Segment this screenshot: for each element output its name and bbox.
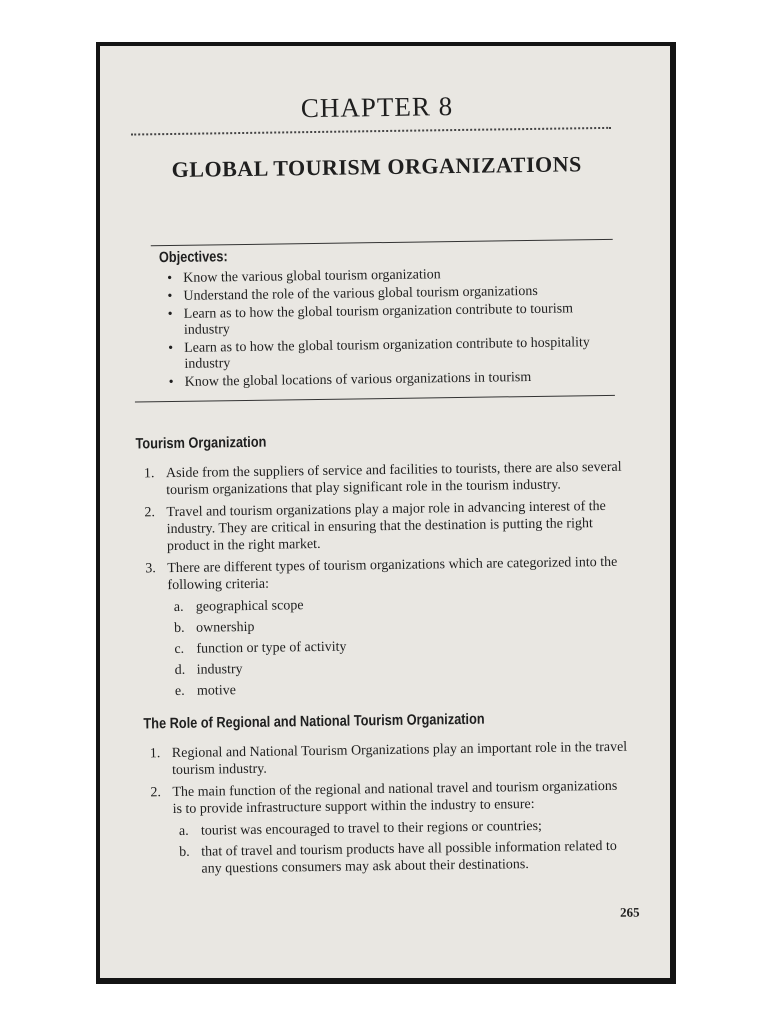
function-item: b. that of travel and tourism products have all possible information related to any questions consumers may ask about their destinations. bbox=[179, 838, 617, 877]
criteria-item: c. function or type of activity bbox=[174, 639, 347, 657]
list-item: 1. Regional and National Tourism Organizations play an important role in the travel tourism industry. bbox=[149, 739, 628, 779]
objectives-heading: Objectives: bbox=[158, 248, 228, 267]
objective-item: • Learn as to how the global tourism organization contribute to tourism industry bbox=[167, 301, 574, 338]
regional-role-heading: The Role of Regional and National Tourism Organization bbox=[143, 710, 485, 733]
page-content bbox=[100, 46, 670, 978]
criteria-item: a. geographical scope bbox=[173, 598, 304, 616]
objective-item: • Know the global locations of various organizations in tourism bbox=[168, 369, 532, 391]
page-number: 265 bbox=[620, 904, 640, 920]
objective-item: • Know the various global tourism organization bbox=[167, 267, 441, 287]
list-item: 2. Travel and tourism organizations play a major role in advancing interest of the industry. They are critical in ensuring that the destination is putting the right product in the right market. bbox=[144, 498, 606, 555]
bullet-icon: • bbox=[167, 306, 173, 323]
chapter-title: GLOBAL TOURISM ORGANIZATIONS bbox=[171, 151, 582, 182]
tourism-organization-list bbox=[142, 459, 625, 706]
dotted-divider bbox=[131, 127, 611, 136]
bullet-icon: • bbox=[167, 270, 173, 287]
function-list bbox=[173, 817, 630, 878]
criteria-item: e. motive bbox=[174, 683, 236, 699]
chapter-label: CHAPTER 8 bbox=[300, 91, 454, 124]
objectives-top-rule bbox=[151, 239, 613, 246]
regional-role-list bbox=[148, 739, 630, 884]
objectives-bottom-rule bbox=[135, 395, 615, 403]
criteria-item: b. ownership bbox=[174, 619, 255, 637]
criteria-item: d. industry bbox=[174, 662, 243, 678]
list-item: 1. Aside from the suppliers of service and facilities to tourists, there are also several tourism organizations that play significant role in the tourism industry. bbox=[143, 459, 622, 499]
bullet-icon: • bbox=[168, 340, 174, 357]
list-item: 3. There are different types of tourism organizations which are categorized into the following criteria: a. geographical scope b. ownership c. function or type of activity d. industry e. motive bbox=[143, 554, 625, 701]
book-page bbox=[100, 46, 670, 978]
tourism-organization-heading: Tourism Organization bbox=[135, 433, 267, 453]
objective-item: • Learn as to how the global tourism organization contribute to hospitality industry bbox=[168, 335, 590, 372]
bullet-icon: • bbox=[168, 374, 174, 391]
function-item: a. tourist was encouraged to travel to their regions or countries; bbox=[178, 818, 542, 839]
objectives-list bbox=[163, 265, 595, 393]
bullet-icon: • bbox=[167, 288, 173, 305]
criteria-list bbox=[168, 593, 625, 700]
list-item: 2. The main function of the regional and national travel and tourism organizations is to provide infrastructure support within the industry to ensure: a. tourist was encouraged to travel to their regions or countries; b. that of travel and tourism products have all possible information related to any questions consumers may ask about their destinations. bbox=[148, 778, 629, 879]
objective-item: • Understand the role of the various global tourism organizations bbox=[167, 283, 538, 305]
